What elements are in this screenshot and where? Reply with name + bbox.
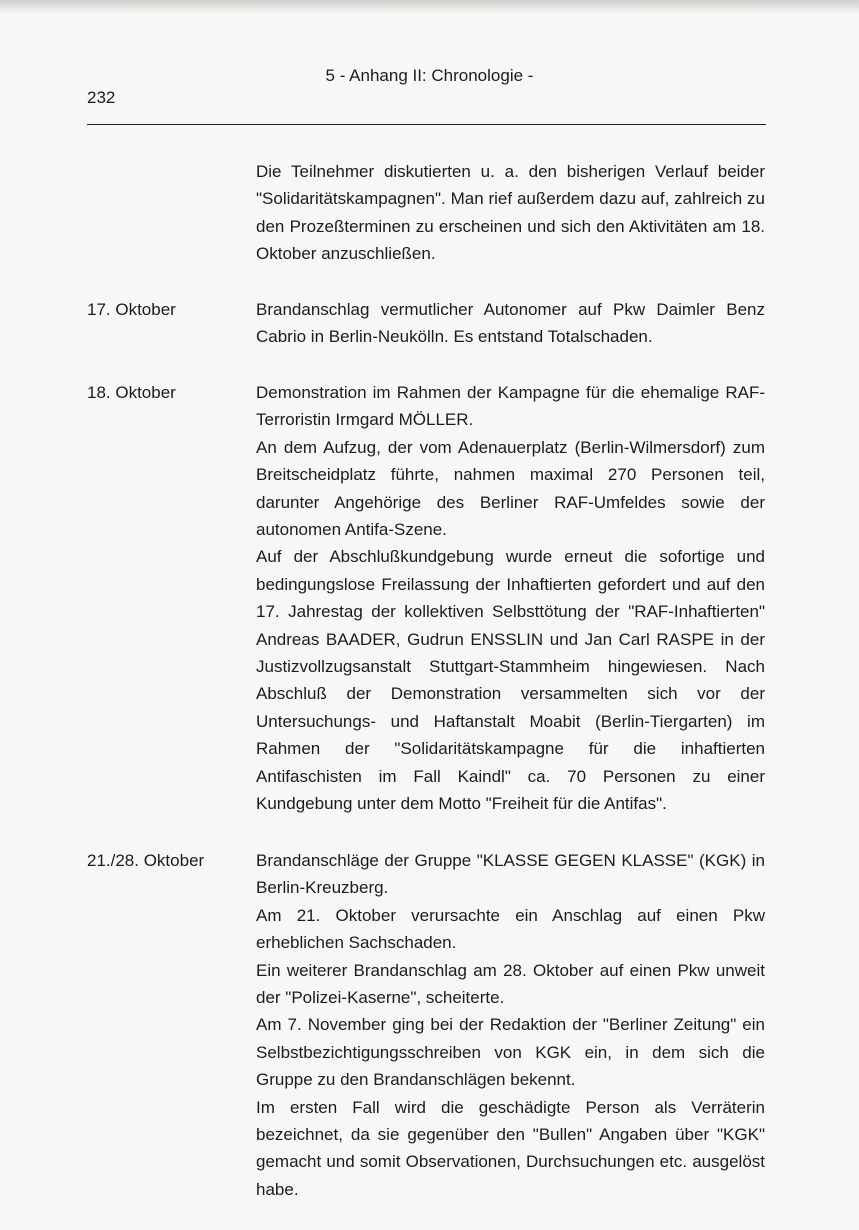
paragraph: Ein weiterer Brandanschlag am 28. Oktober auf einen Pkw unweit der "Polizei-Kaserne", scheiterte. <box>256 960 765 1008</box>
scan-edge <box>0 0 859 14</box>
paragraph: Brandanschläge der Gruppe "KLASSE GEGEN KLASSE" (KGK) in Berlin-Kreuzberg. <box>256 851 765 898</box>
entry-date: 18. Oktober <box>87 383 176 402</box>
paragraph: Im ersten Fall wird die geschädigte Person als Verräterin bezeichnet, da sie gegenüber den "Bullen" Angaben über "KGK" gemacht und somit Observationen, Durchsuchungen etc. ausgelöst habe. <box>256 1097 765 1199</box>
paragraph: Demonstration im Rahmen der Kampagne für die ehemalige RAF-Terroristin Irmgard MÖLLER. <box>256 383 765 430</box>
entry-date: 17. Oktober <box>87 300 176 319</box>
paragraph: Auf der Abschlußkundgebung wurde erneut die sofortige und bedingungslose Freilassung der Inhaftierten gefordert und auf den 17. Jahrestag der kollektiven Selbsttötung der "RAF-Inhaftierten" Andreas BAADER, Gudrun ENSSLIN und Jan Carl RASPE in der Justizvollzugsanstalt Stuttgart-Stammheim hingewiesen. Nach Abschluß der Demonstration versammelten sich vor der Untersuchungs- und Haftanstalt Moabit (Berlin-Tiergarten) im Rahmen der "Solidaritätskampagne für die inhaftierten Antifaschisten im Fall Kaindl" ca. 70 Personen zu einer Kundgebung unter dem Motto "Freiheit für die Antifas". <box>256 547 765 814</box>
paragraph: Am 21. Oktober verursachte ein Anschlag auf einen Pkw erheblichen Sachschaden. <box>256 905 765 953</box>
page-number: 232 <box>87 88 116 107</box>
entry-date: 21./28. Oktober <box>87 851 205 870</box>
entry-text <box>256 379 765 818</box>
paragraph: Brandanschlag vermutlicher Autonomer auf Pkw Daimler Benz Cabrio in Berlin-Neukölln. Es entstand Totalschaden. <box>256 300 765 347</box>
paragraph: Am 7. November ging bei der Redaktion der "Berliner Zeitung" ein Selbstbezichtigungsschreiben von KGK ein, in dem sich die Gruppe zu den Brandanschlägen bekennt. <box>256 1015 765 1090</box>
entry-continuation-text <box>256 158 765 268</box>
paragraph: An dem Aufzug, der vom Adenauerplatz (Berlin-Wilmersdorf) zum Breitscheidplatz führte, nahmen maximal 270 Personen teil, darunter Angehörige des Berliner RAF-Umfeldes sowie der autonomen Antifa-Szene. <box>256 437 765 540</box>
entry-text <box>256 847 765 1203</box>
running-header: 5 - Anhang II: Chronologie - <box>325 66 534 85</box>
entry-text <box>256 296 765 351</box>
header-rule <box>87 124 766 125</box>
paragraph: Die Teilnehmer diskutierten u. a. den bisherigen Verlauf beider "Solidaritätskampagnen". Man rief außerdem dazu auf, zahlreich zu den Prozeßterminen zu erscheinen und sich den Aktivitäten am 18. Oktober anzuschließen. <box>256 162 765 264</box>
